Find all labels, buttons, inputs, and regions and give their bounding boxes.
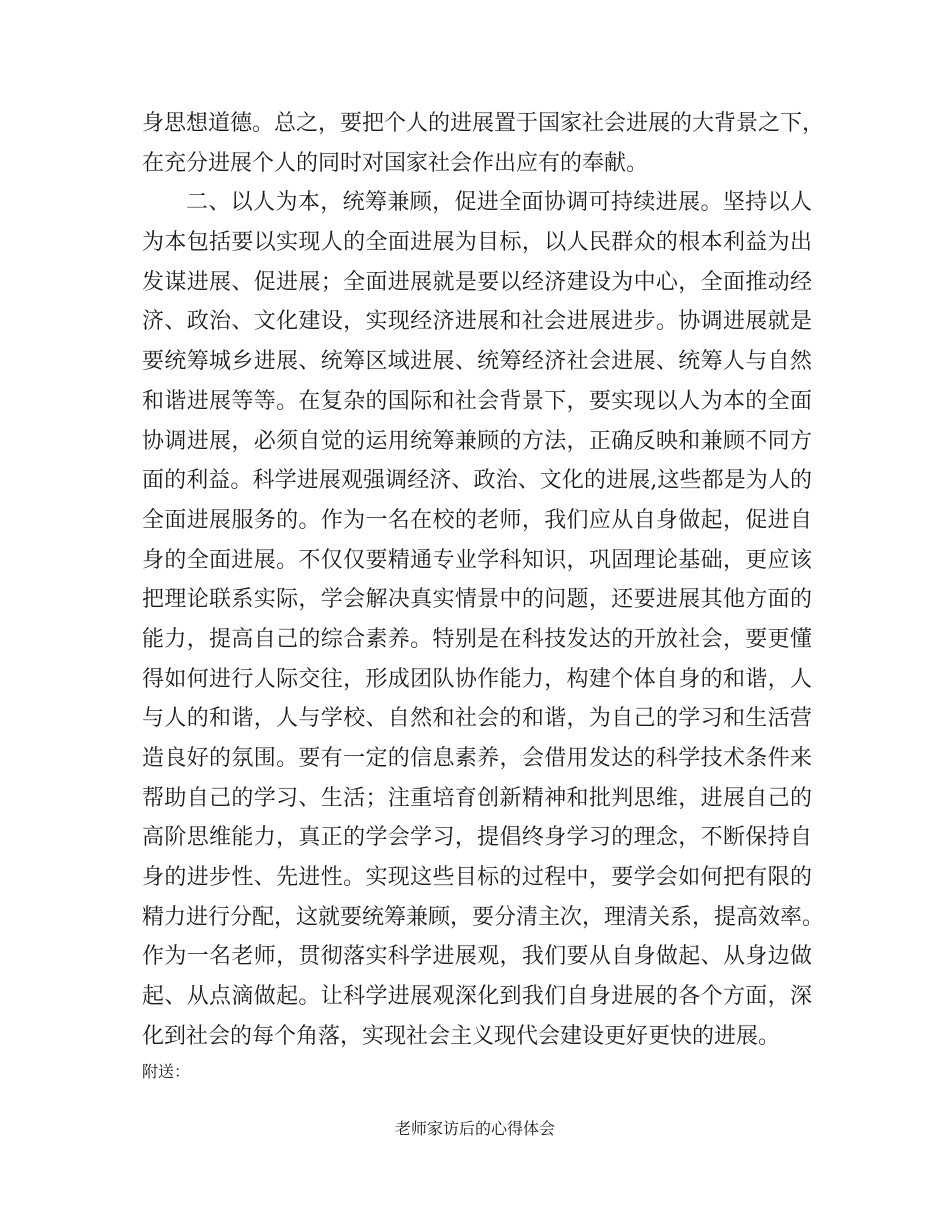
text-line: 身的全面进展。不仅仅要精通专业学科知识，巩固理论基础，更应该 (142, 547, 812, 573)
text-line: 身思想道德。总之，要把个人的进展置于国家社会进展的大背景之下， (142, 111, 825, 136)
text-line: 造良好的氛围。要有一定的信息素养，会借用发达的科学技术条件来 (142, 746, 812, 771)
text-line: 把理论联系实际，学会解决真实情景中的问题，还要进展其他方面的 (142, 587, 812, 613)
text-line: 全面进展服务的。作为一名在校的老师，我们应从自身做起，促进自 (142, 507, 812, 533)
text-line: 精力进行分配，这就要统筹兼顾，要分清主次，理清关系，提高效率。 (142, 904, 825, 930)
text-line: 与人的和谐，人与学校、自然和社会的和谐，为自己的学习和生活营 (142, 706, 812, 732)
text-line: 得如何进行人际交往，形成团队协作能力，构建个体自身的和谐，人 (142, 666, 812, 692)
text-line: 发谋进展、促进展；全面进展就是要以经济建设为中心，全面推动经 (142, 269, 812, 295)
text-line: 作为一名老师，贯彻落实科学进展观，我们要从自身做起、从身边做 (142, 944, 812, 970)
text-line: 在充分进展个人的同时对国家社会作出应有的奉献。 (142, 150, 649, 176)
text-line: 能力，提高自己的综合素养。特别是在科技发达的开放社会，要更懂 (142, 626, 812, 652)
appendix-label: 附送： (142, 1062, 191, 1081)
text-line: 为本包括要以实现人的全面进展为目标，以人民群众的根本利益为出 (142, 230, 812, 256)
text-line: 面的利益。科学进展观强调经济、政治、文化的进展,这些都是为人的 (142, 468, 812, 494)
text-line: 起、从点滴做起。让科学进展观深化到我们自身进展的各个方面，深 (142, 984, 812, 1010)
text-line: 协调进展，必须自觉的运用统筹兼顾的方法，正确反映和兼顾不同方 (142, 428, 812, 454)
text-line: 化到社会的每个角落，实现社会主义现代会建设更好更快的进展。 (142, 1023, 781, 1049)
text-line: 济、政治、文化建设，实现经济进展和社会进展进步。协调进展就是 (142, 309, 812, 335)
text-line: 要统筹城乡进展、统筹区域进展、统筹经济社会进展、统筹人与自然 (142, 349, 812, 375)
text-line: 和谐进展等等。在复杂的国际和社会背景下，要实现以人为本的全面 (142, 388, 812, 414)
body-text (142, 104, 825, 1057)
paragraph-start-line: 二、以人为本，统筹兼顾，促进全面协调可持续进展。坚持以人 (186, 190, 812, 216)
appendix-title: 老师家访后的心得体会 (394, 1119, 555, 1138)
text-line: 帮助自己的学习、生活；注重培育创新精神和批判思维，进展自己的 (142, 785, 812, 811)
text-line: 高阶思维能力，真正的学会学习，提倡终身学习的理念，不断保持自 (142, 825, 812, 851)
text-line: 身的进步性、先进性。实现这些目标的过程中，要学会如何把有限的 (142, 865, 812, 891)
